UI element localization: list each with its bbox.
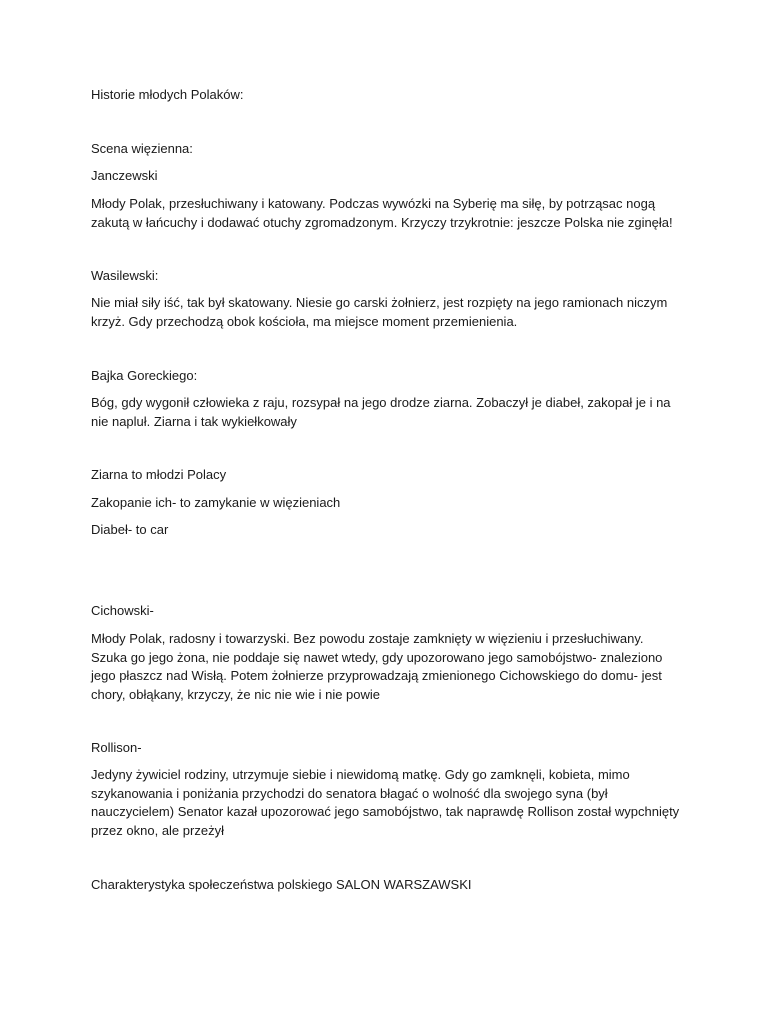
janczewski-paragraph: Młody Polak, przesłuchiwany i katowany. Podczas wywózki na Syberię ma siłę, by potrząsac nogą zakutą w łańcuchy i dodawać otuchy zgromadzonym. Krzyczy trzykrotnie: jeszcze Polska nie zginęła! [91,196,673,230]
bajka-paragraph: Bóg, gdy wygonił człowieka z raju, rozsypał na jego drodze ziarna. Zobaczył je diabeł, zakopał je i na nie napluł. Ziarna i tak wykiełkowały [91,395,671,429]
interpretation-line: Zakopanie ich- to zamykanie w więzieniach [91,495,341,510]
janczewski-heading: Janczewski [91,168,158,183]
rollison-paragraph: Jedyny żywiciel rodziny, utrzymuje siebie i niewidomą matkę. Gdy go zamknęli, kobieta, mimo szykanowania i poniżania przychodzi do senatora błagać o wolność dla swojego syna (był nauczycielem) Senator kazał upozorować jego samobójstwo, tak naprawdę Rollison został wypchnięty przez okno, ale przeżył [91,767,680,838]
cichowski-heading: Cichowski- [91,603,154,618]
cichowski-paragraph: Młody Polak, radosny i towarzyski. Bez powodu zostaje zamknięty w więzieniu i przesłuchiwany. Szuka go jego żona, nie poddaje się nawet wtedy, gdy upozorowano jego samobójstwo- znaleziono jego płaszcz nad Wisłą. Potem żołnierze przyprowadzają zmienionego Cichowskiego do domu- jest chory, obłąkany, krzyczy, że nic nie wie i nie powie [91,631,663,702]
closing-line: Charakterystyka społeczeństwa polskiego SALON WARSZAWSKI [91,877,472,892]
interpretation-line: Diabeł- to car [91,522,169,537]
rollison-heading: Rollison- [91,740,142,755]
scene-heading: Scena więzienna: [91,141,193,156]
wasilewski-heading: Wasilewski: [91,268,159,283]
bajka-heading: Bajka Goreckiego: [91,368,198,383]
interpretation-line: Ziarna to młodzi Polacy [91,467,227,482]
wasilewski-paragraph: Nie miał siły iść, tak był skatowany. Niesie go carski żołnierz, jest rozpięty na jego ramionach niczym krzyż. Gdy przechodzą obok kościoła, ma miejsce moment przemienienia. [91,295,668,329]
document-title: Historie młodych Polaków: [91,87,244,102]
